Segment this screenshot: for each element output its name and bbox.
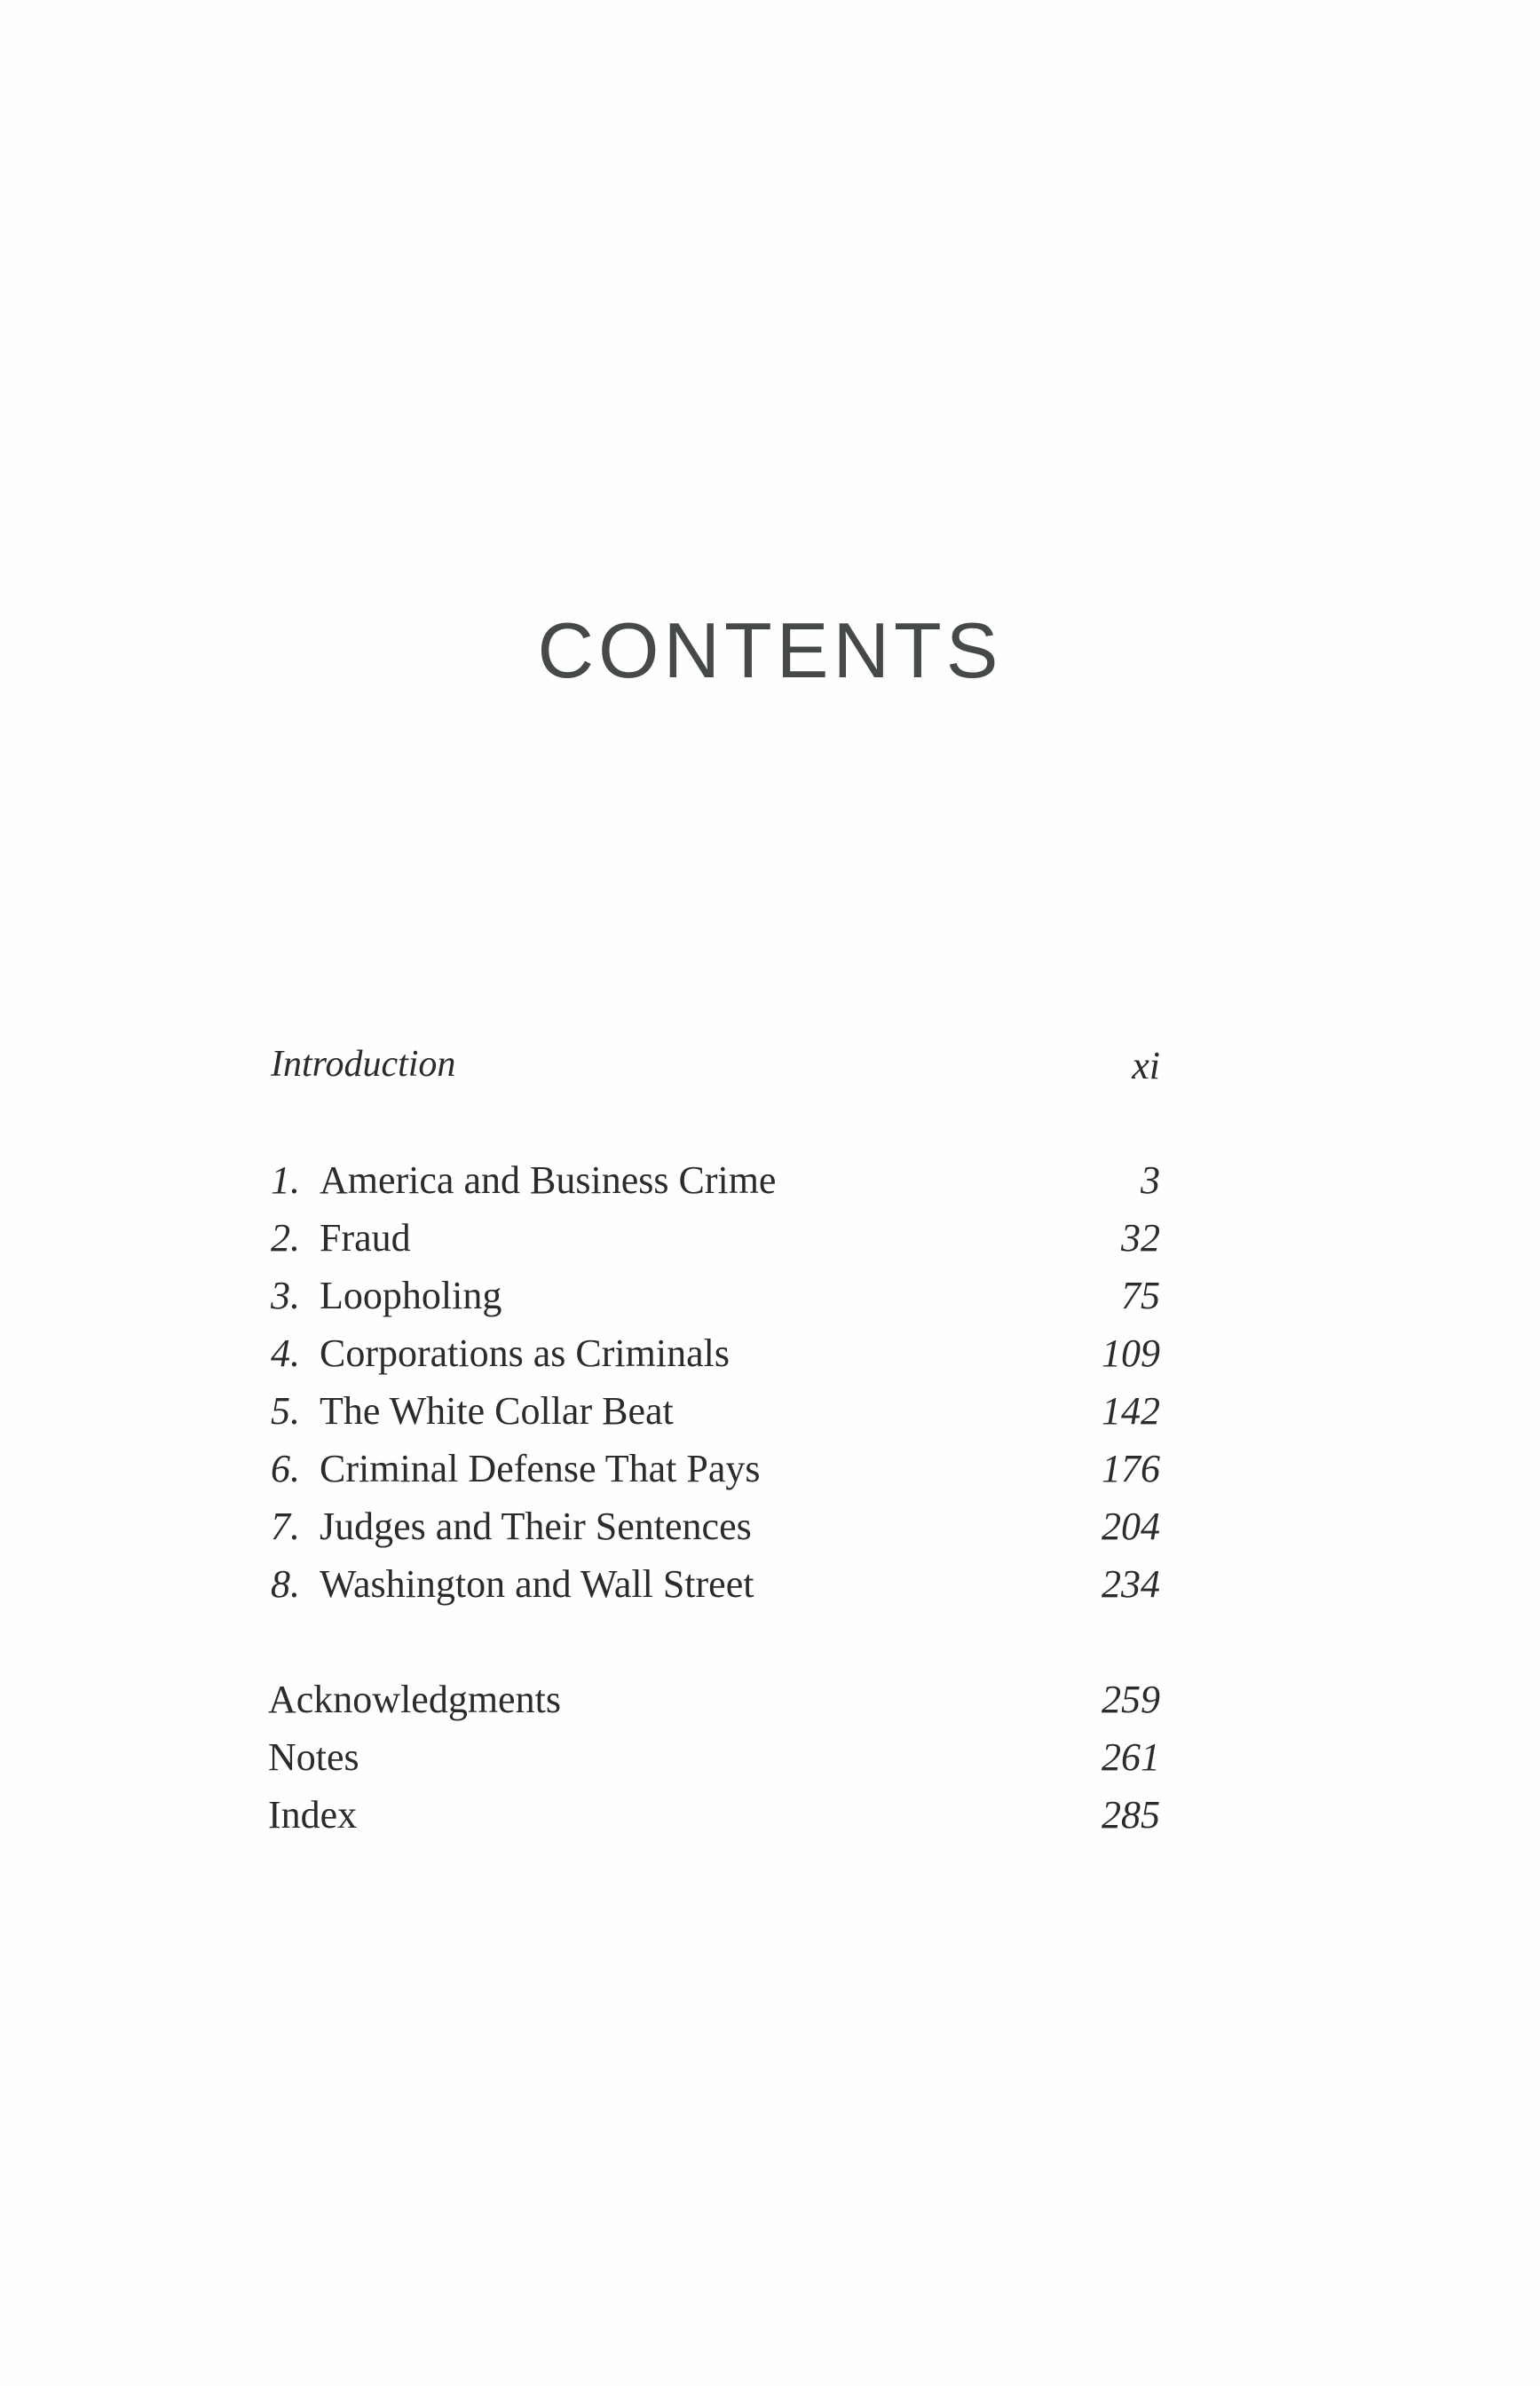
toc-entry-title: Acknowledgments <box>268 1678 561 1721</box>
chapter-number: 5. <box>271 1389 300 1433</box>
toc-entry-chapter-8[interactable] <box>0 1561 1540 1615</box>
toc-entry-title: Introduction <box>271 1044 456 1085</box>
toc-entry-page: 285 <box>1102 1793 1160 1837</box>
toc-entry-page: 75 <box>1121 1274 1160 1317</box>
toc-entry-title: Loopholing <box>320 1274 502 1317</box>
page-title: CONTENTS <box>537 606 1003 694</box>
toc-entry-title: America and Business Crime <box>320 1158 777 1202</box>
toc-entry-page: 261 <box>1102 1735 1160 1779</box>
chapter-number: 7. <box>271 1505 300 1548</box>
toc-entry-page: 3 <box>1141 1158 1160 1202</box>
toc-entry-page: 204 <box>1102 1505 1160 1548</box>
toc-entry-title: Notes <box>268 1735 359 1779</box>
toc-entry-chapter-7[interactable] <box>0 1504 1540 1557</box>
toc-entry-notes[interactable] <box>0 1734 1540 1788</box>
toc-entry-acknowledgments[interactable] <box>0 1677 1540 1730</box>
toc-entry-title: Criminal Defense That Pays <box>320 1447 761 1490</box>
chapter-number: 6. <box>271 1447 300 1490</box>
toc-entry-page: 259 <box>1102 1678 1160 1721</box>
toc-entry-page: xi <box>1132 1044 1160 1087</box>
toc-entry-title: Judges and Their Sentences <box>320 1505 752 1548</box>
toc-entry-index[interactable] <box>0 1792 1540 1845</box>
toc-entry-chapter-5[interactable] <box>0 1388 1540 1442</box>
toc-entry-title: Index <box>268 1793 358 1837</box>
toc-entry-page: 109 <box>1102 1331 1160 1375</box>
toc-entry-introduction[interactable] <box>0 1043 1540 1096</box>
chapter-number: 1. <box>271 1158 300 1202</box>
toc-entry-page: 142 <box>1102 1389 1160 1433</box>
toc-entry-chapter-3[interactable] <box>0 1273 1540 1326</box>
toc-entry-page: 32 <box>1121 1216 1160 1260</box>
toc-entry-chapter-4[interactable] <box>0 1331 1540 1384</box>
chapter-number: 2. <box>271 1216 300 1260</box>
toc-entry-page: 234 <box>1102 1562 1160 1606</box>
chapter-number: 4. <box>271 1331 300 1375</box>
toc-entry-chapter-1[interactable] <box>0 1157 1540 1211</box>
toc-entry-title: Corporations as Criminals <box>320 1331 730 1375</box>
toc-entry-chapter-6[interactable] <box>0 1446 1540 1499</box>
chapter-number: 8. <box>271 1562 300 1606</box>
toc-entry-title: Washington and Wall Street <box>320 1562 754 1606</box>
chapter-number: 3. <box>271 1274 300 1317</box>
toc-entry-title: The White Collar Beat <box>320 1389 674 1433</box>
toc-entry-chapter-2[interactable] <box>0 1215 1540 1268</box>
toc-entry-title: Fraud <box>320 1216 411 1260</box>
toc-entry-page: 176 <box>1102 1447 1160 1490</box>
